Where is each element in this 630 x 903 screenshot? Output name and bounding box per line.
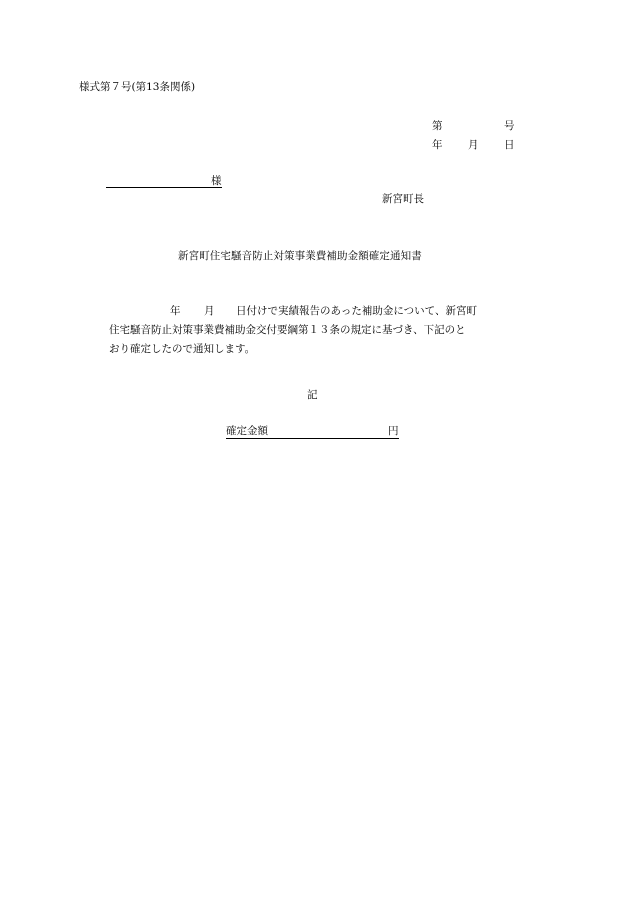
- document-title: 新宮町住宅騒音防止対策事業費補助金額確定通知書: [178, 250, 422, 262]
- date-year: 年: [432, 139, 443, 151]
- body-line-3: おり確定したので通知します。: [109, 343, 256, 355]
- amount-unit: 円: [388, 425, 399, 437]
- body-line-2: 住宅騒音防止対策事業費補助金交付要綱第１３条の規定に基づき、下記のと: [109, 324, 466, 336]
- body-month: 月: [204, 305, 215, 317]
- document-number-suffix: 号: [504, 120, 515, 132]
- amount-underline: [226, 438, 399, 439]
- recipient-name-line: [106, 187, 222, 188]
- note-heading: 記: [307, 389, 318, 401]
- recipient-honorific: 様: [211, 175, 222, 187]
- form-id: 様式第７号(第13条関係): [79, 81, 196, 93]
- body-line-1-text: 日付けで実績報告のあった補助金について、新宮町: [236, 305, 477, 317]
- issuer-name: 新宮町長: [382, 193, 424, 205]
- amount-label: 確定金額: [226, 425, 268, 437]
- date-month: 月: [468, 139, 479, 151]
- body-year: 年: [170, 305, 181, 317]
- date-day: 日: [504, 139, 515, 151]
- document-number-prefix: 第: [432, 120, 443, 132]
